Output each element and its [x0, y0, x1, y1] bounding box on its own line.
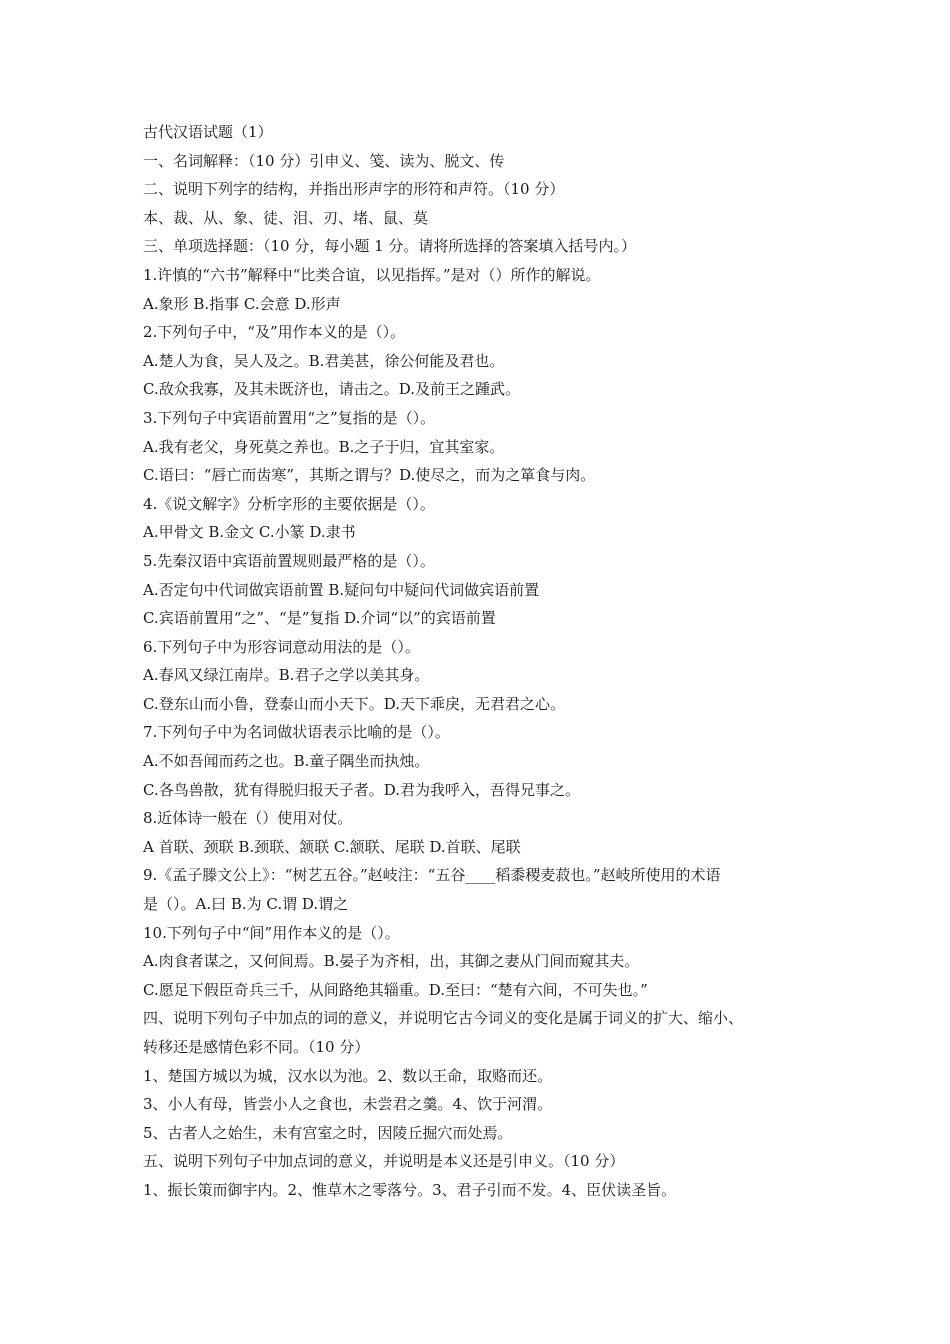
question-4: 4.《说文解字》分析字形的主要依据是（）。	[143, 494, 435, 513]
document-title: 古代汉语试题（1）	[143, 123, 273, 141]
question-5: 5.先秦汉语中宾语前置规则最严格的是（）。	[143, 551, 435, 570]
section-1-heading: 一、名词解释：（10 分）引申义、笺、读为、脱文、传	[143, 151, 505, 170]
question-7-options-ab: A.不如吾闻而药之也。B.童子隅坐而执烛。	[143, 752, 430, 771]
question-8: 8.近体诗一般在（）使用对仗。	[143, 809, 353, 828]
question-2: 2.下列句子中，“及”用作本义的是（）。	[143, 323, 406, 342]
question-4-options: A.甲骨文 B.金文 C.小篆 D.隶书	[143, 523, 356, 542]
question-3-options-ab: A.我有老父，身死莫之养也。B.之子于归，宜其室家。	[143, 437, 505, 456]
question-5-options-cd: C.宾语前置用“之”、“是”复指 D.介词“以”的宾语前置	[143, 609, 496, 628]
question-6-options-cd: C.登东山而小鲁，登泰山而小天下。D.天下乖戾，无君君之心。	[143, 694, 565, 713]
section-2-characters: 本、裁、从、象、徒、泪、刃、堵、鼠、莫	[143, 208, 429, 227]
question-8-options: A 首联、颈联 B.颈联、颔联 C.颔联、尾联 D.首联、尾联	[143, 837, 521, 856]
question-1: 1.许慎的“六书”解释中“比类合谊，以见指挥。”是对（）所作的解说。	[143, 265, 601, 284]
section-4-heading: 四、说明下列句子中加点的词的意义，并说明它古今词义的变化是属于词义的扩大、缩小、	[143, 1009, 744, 1028]
question-2-options-cd: C.敌众我寡，及其未既济也，请击之。D.及前王之踵武。	[143, 380, 520, 399]
section-5-heading: 五、说明下列句子中加点词的意义，并说明是本义还是引申义。（10 分）	[143, 1152, 625, 1171]
document-body	[143, 118, 815, 1205]
section-3-heading: 三、单项选择题：（10 分，每小题 1 分。请将所选择的答案填入括号内。）	[143, 237, 636, 256]
question-6: 6.下列句子中为形容词意动用法的是（）。	[143, 637, 420, 656]
question-7: 7.下列句子中为名词做状语表示比喻的是（）。	[143, 723, 450, 742]
section-4-items-1-2: 1、楚国方城以为城，汉水以为池。2、数以王命，取赂而还。	[143, 1066, 553, 1085]
section-5-items: 1、振长策而御宇内。2、惟草木之零落兮。3、君子引而不发。4、臣伏读圣旨。	[143, 1180, 677, 1199]
question-6-options-ab: A.春风又绿江南岸。B.君子之学以美其身。	[143, 666, 430, 685]
question-5-options-ab: A.否定句中代词做宾语前置 B.疑问句中疑问代词做宾语前置	[143, 580, 540, 599]
question-1-options: A.象形 B.指事 C.会意 D.形声	[143, 294, 341, 313]
section-4-items-3-4: 3、小人有母，皆尝小人之食也，未尝君之羹。4、饮于河渭。	[143, 1095, 553, 1114]
question-3: 3.下列句子中宾语前置用“之”复指的是（）。	[143, 408, 436, 427]
question-3-options-cd: C.语曰：“唇亡而齿寒”，其斯之谓与？D.使尽之，而为之箪食与肉。	[143, 466, 596, 485]
section-4-item-5: 5、古者人之始生，未有宫室之时，因陵丘掘穴而处焉。	[143, 1123, 513, 1142]
question-10: 10.下列句子中“间”用作本义的是（）。	[143, 923, 400, 942]
question-9-options: 是（）。A.曰 B.为 C.谓 D.谓之	[143, 895, 349, 914]
question-2-options-ab: A.楚人为食，吴人及之。B.君美甚，徐公何能及君也。	[143, 351, 505, 370]
section-2-heading: 二、说明下列字的结构，并指出形声字的形符和声符。（10 分）	[143, 180, 565, 199]
section-4-heading-cont: 转移还是感情色彩不同。（10 分）	[143, 1038, 370, 1056]
question-10-options-cd: C.愿足下假臣奇兵三千，从间路绝其辎重。D.至曰：“楚有六间，不可失也。”	[143, 980, 648, 999]
question-7-options-cd: C.各鸟兽散，犹有得脱归报天子者。D.君为我呼入，吾得兄事之。	[143, 780, 580, 799]
question-9: 9.《孟子滕文公上》：“树艺五谷。”赵岐注：“五谷____稻黍稷麦菽也。”赵岐所使用的术语	[143, 866, 721, 885]
question-10-options-ab: A.肉食者谋之，又何间焉。B.晏子为齐相，出，其御之妻从门间而窥其夫。	[143, 952, 640, 971]
